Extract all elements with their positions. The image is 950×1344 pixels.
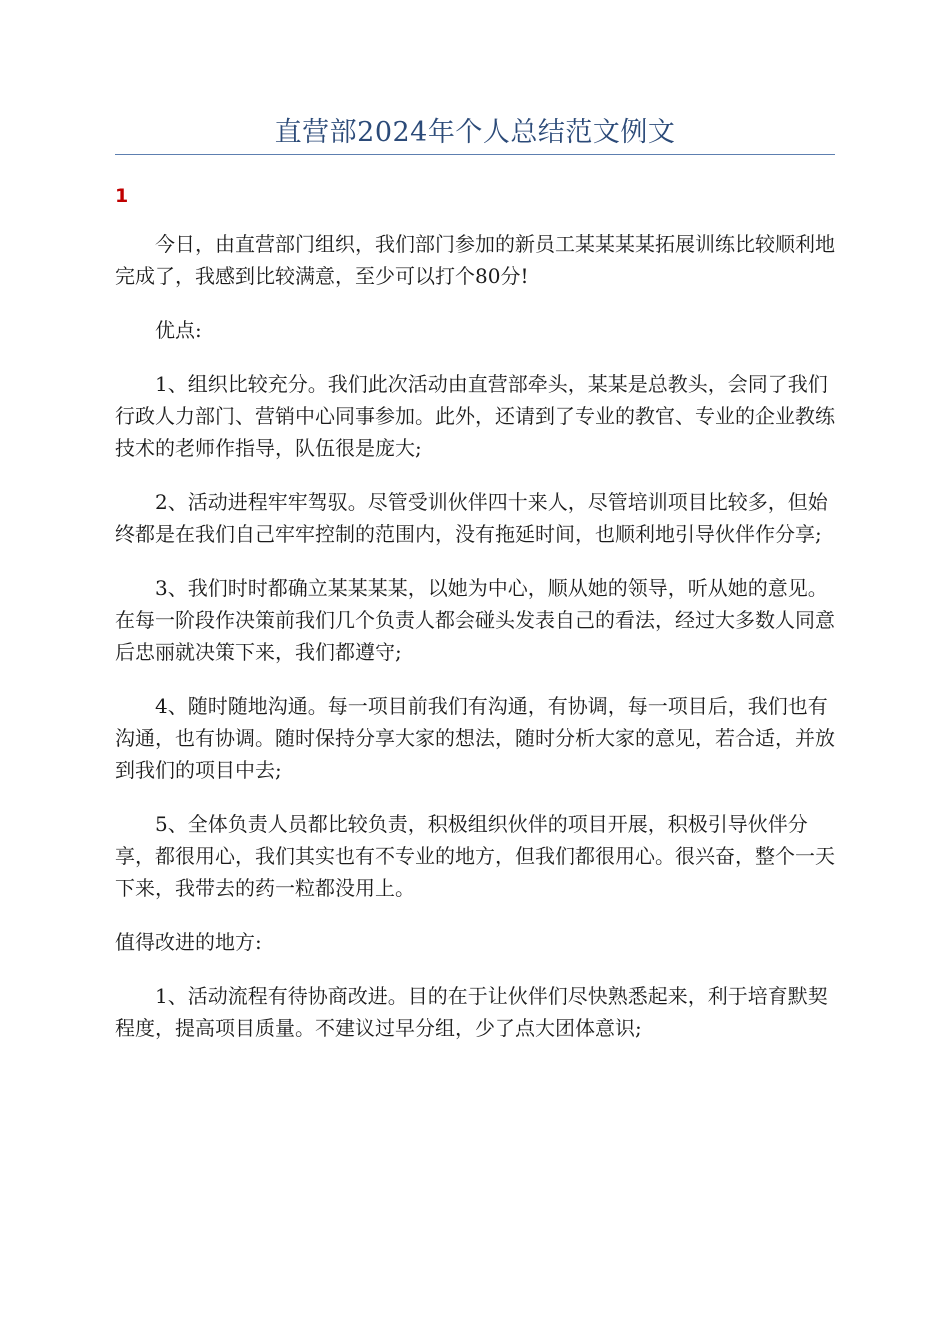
paragraph-strength-2: 2、活动进程牢牢驾驭。尽管受训伙伴四十来人，尽管培训项目比较多，但始终都是在我们自己牢牢控制的范围内，没有拖延时间，也顺利地引导伙伴作分享; bbox=[115, 490, 828, 546]
paragraph-strength-1: 1、组织比较充分。我们此次活动由直营部牵头，某某是总教头，会同了我们行政人力部门、营销中心同事参加。此外，还请到了专业的教官、专业的企业教练技术的老师作指导，队伍很是庞大; bbox=[115, 372, 835, 460]
title-underline bbox=[115, 154, 835, 155]
paragraph-improvements-heading: 值得改进的地方: bbox=[115, 930, 262, 954]
paragraph-strengths-heading: 优点: bbox=[155, 318, 202, 342]
paragraph-strength-4: 4、随时随地沟通。每一项目前我们有沟通，有协调，每一项目后，我们也有沟通，也有协调。随时保持分享大家的想法，随时分析大家的意见，若合适，并放到我们的项目中去; bbox=[115, 694, 835, 782]
paragraph-strength-5: 5、全体负责人员都比较负责，积极组织伙伴的项目开展，积极引导伙伴分享，都很用心，我们其实也有不专业的地方，但我们都很用心。很兴奋，整个一天下来，我带去的药一粒都没用上。 bbox=[115, 812, 835, 900]
document-title: 直营部2024年个人总结范文例文 bbox=[274, 117, 676, 148]
document-body bbox=[115, 228, 835, 1066]
paragraph-improvement-1: 1、活动流程有待协商改进。目的在于让伙伴们尽快熟悉起来，利于培育默契程度，提高项目质量。不建议过早分组，少了点大团体意识; bbox=[115, 984, 828, 1040]
paragraph-strength-3: 3、我们时时都确立某某某某，以她为中心，顺从她的领导，听从她的意见。在每一阶段作决策前我们几个负责人都会碰头发表自己的看法，经过大多数人同意后忠丽就决策下来，我们都遵守; bbox=[115, 576, 835, 664]
paragraph-intro: 今日，由直营部门组织，我们部门参加的新员工某某某某拓展训练比较顺利地完成了，我感到比较满意，至少可以打个80分! bbox=[115, 232, 835, 288]
section-number: 1 bbox=[115, 185, 129, 207]
